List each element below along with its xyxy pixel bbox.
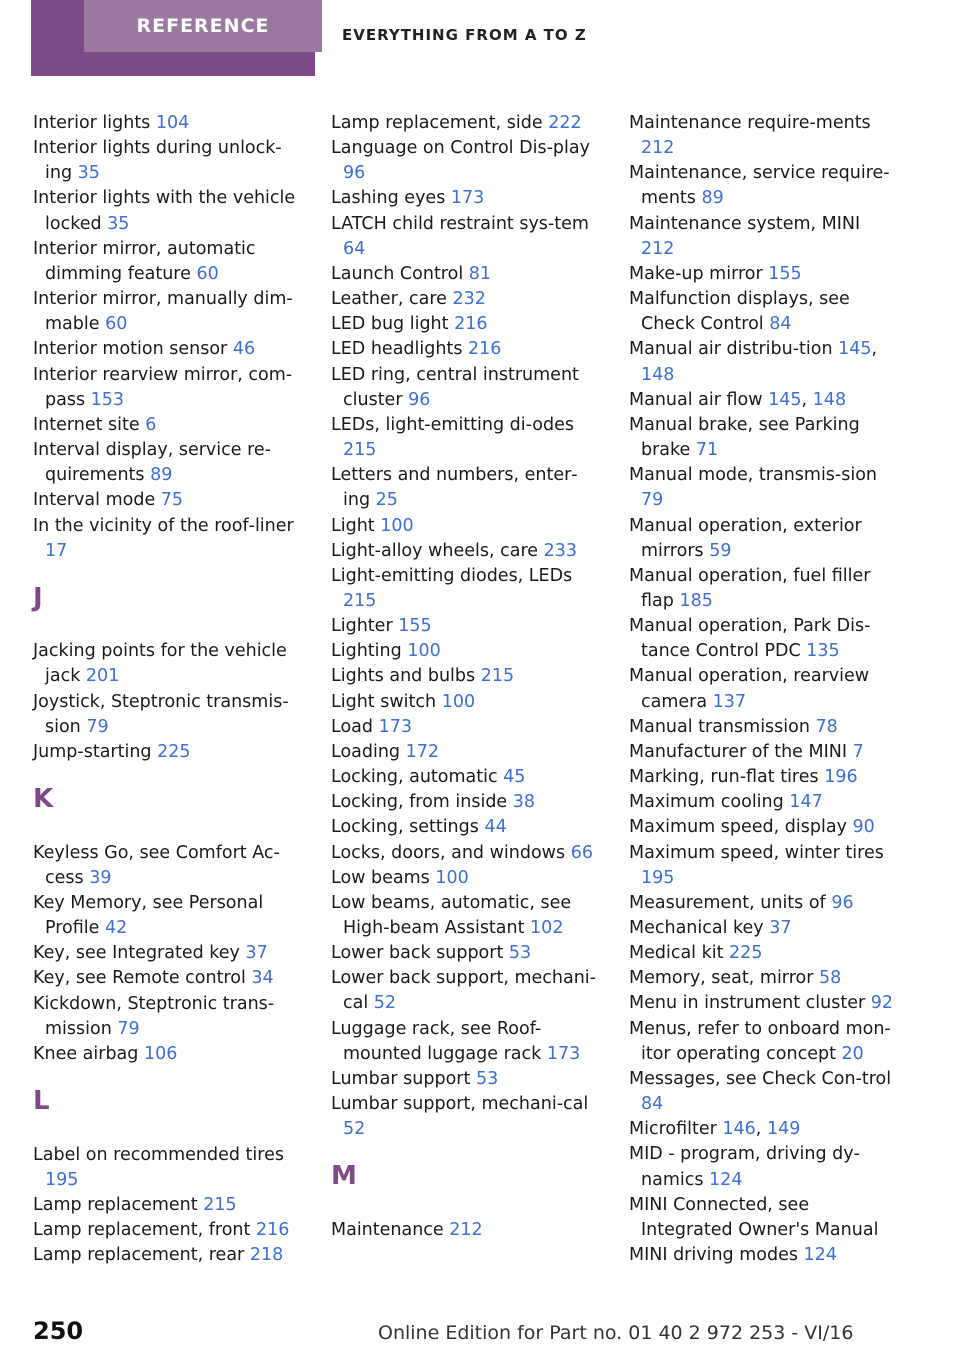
index-letter-heading: L (33, 1086, 50, 1116)
index-entry (629, 1017, 897, 1067)
page-reference-link[interactable]: 212 (449, 1219, 483, 1240)
tab-label: REFERENCE (136, 15, 270, 37)
index-entry (331, 1017, 599, 1067)
page-reference-link[interactable]: 218 (249, 1245, 284, 1266)
index-entry (33, 690, 301, 740)
index-entry-term: Light (331, 515, 375, 536)
index-entry (629, 841, 897, 891)
index-entry (331, 614, 599, 639)
page-reference-link[interactable]: 53 (508, 943, 532, 964)
page-reference-link[interactable]: 96 (343, 163, 366, 184)
index-entry-term: Manual transmission (629, 716, 810, 737)
page-reference-link[interactable]: 225 (157, 741, 191, 762)
page-reference-link[interactable]: 7 (852, 741, 864, 762)
index-entry (33, 1218, 301, 1243)
index-entry (33, 514, 301, 564)
index-entry-term: Menus, refer to onboard mon‐itor operating concept (629, 1018, 891, 1064)
page-reference-link[interactable]: 52 (373, 993, 397, 1014)
page-reference-link[interactable]: 145 (838, 339, 872, 360)
index-entry (33, 992, 301, 1042)
index-entry (331, 815, 599, 840)
page-reference-link[interactable]: 155 (768, 263, 802, 284)
page-reference-link[interactable]: 215 (203, 1194, 237, 1215)
index-entry-term: Joystick, Steptronic transmis‐sion (33, 691, 289, 737)
index-entry (629, 111, 897, 161)
index-entry (629, 991, 897, 1016)
page-number: 250 (33, 1317, 84, 1345)
index-entry-term: Locking, settings (331, 817, 479, 838)
index-entry-term: Low beams, automatic, see High-beam Assistant (331, 892, 572, 938)
page-reference-link[interactable]: 60 (105, 314, 128, 335)
page-reference-link[interactable]: 146 (722, 1119, 756, 1140)
index-entry-term: Measurement, units of (629, 892, 826, 913)
index-entry-term: Lashing eyes (331, 188, 446, 209)
page-reference-link[interactable]: 153 (90, 389, 125, 410)
page-reference-link[interactable]: 100 (380, 515, 414, 536)
index-entry (331, 1067, 599, 1092)
footer-edition: Online Edition for Part no. 01 40 2 972 253 - VI/16 (378, 1322, 854, 1344)
index-entry-term: Lighting (331, 641, 402, 662)
page-reference-link[interactable]: 79 (641, 490, 664, 511)
index-entry-term: LEDs, light-emitting di‐odes (331, 414, 574, 435)
page-reference-link[interactable]: 44 (484, 817, 507, 838)
index-entry (331, 1218, 599, 1243)
header-tab (31, 0, 315, 76)
index-entry-term: Light switch (331, 691, 437, 712)
page-reference-link[interactable]: 46 (232, 339, 256, 360)
index-entry (629, 614, 897, 664)
page-reference-link[interactable]: 124 (709, 1169, 743, 1190)
index-entry (629, 715, 897, 740)
index-entry-term: Interior mirror, manually dim‐mable (33, 289, 293, 335)
index-entry (331, 262, 599, 287)
page-reference-link[interactable]: 60 (196, 263, 219, 284)
index-entry-term: Language on Control Dis‐play (331, 138, 590, 159)
index-entry (33, 111, 301, 136)
page-reference-link[interactable]: 195 (641, 867, 675, 888)
page-reference-link[interactable]: 20 (841, 1043, 864, 1064)
index-entry-term: Manual brake, see Parking brake (629, 414, 860, 461)
page-reference-link[interactable]: 172 (405, 741, 440, 762)
index-entry (33, 1042, 301, 1067)
index-entry-term: Kickdown, Steptronic trans‐mission (33, 993, 275, 1039)
index-entry (331, 564, 599, 614)
page-reference-link[interactable]: 216 (255, 1219, 290, 1240)
index-entry-term: Luggage rack, see Roof-mounted luggage rack (331, 1018, 542, 1064)
section-title: EVERYTHING FROM A TO Z (342, 26, 587, 44)
index-entry (629, 941, 897, 966)
page-reference-link[interactable]: 196 (824, 767, 858, 788)
index-entry-term: Malfunction displays, see Check Control (629, 289, 850, 335)
page-reference-link[interactable]: 148 (812, 389, 847, 410)
index-entry (629, 740, 897, 765)
page-reference-link[interactable]: 149 (766, 1119, 801, 1140)
index-letter-heading: J (33, 582, 43, 613)
index-entry (33, 363, 301, 413)
index-entry-term: Interior rearview mirror, com‐pass (33, 364, 293, 410)
index-entry-term: Manufacturer of the MINI (629, 741, 848, 762)
index-entry (629, 1067, 897, 1117)
page-reference-link[interactable]: 37 (769, 918, 792, 938)
index-entry-term: Lamp replacement, side (331, 113, 543, 133)
index-entry (33, 136, 301, 186)
index-entry (331, 186, 599, 211)
index-column-3 (629, 111, 897, 1268)
page-reference-link[interactable]: 89 (701, 188, 724, 209)
index-entry (33, 1243, 301, 1268)
page-reference-link[interactable]: 42 (105, 918, 128, 939)
page-reference-link[interactable]: 145 (768, 389, 802, 410)
index-entry-term: Jacking points for the vehicle jack (33, 641, 287, 687)
index-entry-term: Microfilter (629, 1119, 717, 1140)
index-entry-term: Manual operation, fuel filler flap (629, 565, 871, 611)
index-entry (331, 539, 599, 564)
index-entry-term: Lower back support (331, 943, 504, 964)
page-reference-link[interactable]: 215 (343, 590, 377, 611)
index-entry (331, 1092, 599, 1142)
index-column-1 (33, 111, 301, 1268)
page-reference-link[interactable]: 232 (452, 289, 486, 310)
page-reference-link[interactable]: 102 (530, 918, 564, 938)
index-entry (629, 891, 897, 916)
index-entry (331, 790, 599, 815)
index-entry-term: Manual operation, rearview camera (629, 666, 870, 712)
index-entry-term: Interior lights (33, 113, 151, 133)
index-entry-term: Maximum speed, winter tires (629, 842, 884, 863)
index-entry (629, 287, 897, 337)
index-entry-term: Interior lights during unlock‐ing (33, 138, 282, 184)
page-reference-link[interactable]: 173 (450, 188, 485, 209)
index-entry-term: Loading (331, 741, 401, 762)
index-entry (629, 161, 897, 211)
index-entry (33, 1143, 301, 1193)
page-reference-link[interactable]: 96 (831, 892, 854, 913)
page-reference-link[interactable]: 106 (143, 1043, 178, 1064)
index-entry (331, 841, 599, 866)
page-reference-link[interactable]: 173 (378, 716, 412, 737)
page-reference-link[interactable]: 53 (475, 1068, 499, 1089)
index-entry-term: LED ring, central instrument cluster (331, 364, 579, 410)
index-entry-term: Lights and bulbs (331, 666, 476, 687)
page-reference-link[interactable]: 124 (803, 1245, 837, 1266)
page-reference-link[interactable]: 17 (45, 540, 68, 561)
page-reference-link[interactable]: 100 (407, 641, 441, 662)
index-entry (33, 438, 301, 488)
page-reference-link[interactable]: 155 (398, 616, 432, 637)
index-entry-term: Lower back support, mechani‐cal (331, 968, 596, 1014)
index-entry (629, 564, 897, 614)
page-reference-link[interactable]: 225 (729, 943, 763, 964)
index-entry-term: Lamp replacement (33, 1194, 198, 1215)
index-entry-term: LED bug light (331, 314, 449, 335)
index-entry (33, 966, 301, 991)
index-entry-term: Knee airbag (33, 1043, 139, 1064)
index-entry-term: Keyless Go, see Comfort Ac‐cess (33, 842, 280, 888)
index-entry (629, 262, 897, 287)
index-entry-term: In the vicinity of the roof‐liner (33, 515, 294, 536)
page-reference-link[interactable]: 92 (870, 993, 894, 1014)
index-entry-term: Menu in instrument cluster (629, 993, 866, 1014)
index-entry-term: Leather, care (331, 289, 447, 310)
page-reference-link[interactable]: 195 (45, 1169, 79, 1190)
page-reference-link[interactable]: 96 (408, 389, 431, 410)
index-entry-term: Light-emitting diodes, LEDs (331, 565, 573, 586)
index-entry-term: Locks, doors, and windows (331, 842, 566, 863)
index-entry-term: Manual operation, exterior mirrors (629, 515, 862, 561)
page-reference-link[interactable]: 35 (77, 163, 100, 184)
page-reference-link[interactable]: 185 (679, 590, 713, 611)
index-entry-term: Internet site (33, 414, 140, 435)
index-entry (629, 790, 897, 815)
page-reference-link[interactable]: 25 (375, 490, 398, 511)
page-reference-link[interactable]: 45 (503, 767, 526, 788)
index-column-2 (331, 111, 599, 1243)
index-entry-term: Key, see Remote control (33, 968, 246, 989)
index-entry (629, 413, 897, 463)
index-entry (331, 891, 599, 941)
index-entry-term: Maintenance require‐ments (629, 113, 871, 133)
index-entry (629, 1193, 897, 1243)
page-reference-link[interactable]: 222 (548, 113, 582, 133)
index-entry-term: Jump-starting (33, 741, 152, 762)
index-entry (33, 413, 301, 438)
index-entry-term: Key Memory, see Personal Profile (33, 892, 264, 939)
index-entry (629, 765, 897, 790)
index-entry-term: Load (331, 716, 373, 737)
index-entry-term: MINI driving modes (629, 1245, 798, 1266)
index-entry (629, 916, 897, 941)
index-entry (331, 287, 599, 312)
index-entry-term: Mechanical key (629, 918, 764, 938)
index-letter-heading: M (331, 1161, 357, 1192)
index-entry-term: Make-up mirror (629, 263, 763, 284)
index-entry-term: LATCH child restraint sys‐tem (331, 213, 589, 234)
index-entry-term: Medical kit (629, 943, 724, 964)
page-reference-link[interactable]: 137 (712, 691, 747, 712)
page-reference-link[interactable]: 212 (641, 238, 675, 259)
index-entry-term: Locking, from inside (331, 792, 508, 813)
index-entry-term: Maintenance, service require‐ments (629, 163, 890, 209)
page-reference-link[interactable]: 38 (512, 792, 536, 813)
index-entry (331, 413, 599, 463)
index-entry (33, 1193, 301, 1218)
page-reference-link[interactable]: 215 (343, 440, 377, 461)
index-entry: Manual air flow 145, 148 (629, 389, 847, 410)
page-reference-link[interactable]: 100 (441, 691, 476, 712)
index-entry-term: Manual air distribu‐tion (629, 339, 833, 360)
index-entry-term: Lumbar support (331, 1068, 471, 1089)
page-reference-link[interactable]: 71 (695, 440, 719, 461)
page-reference-link[interactable]: 35 (107, 213, 130, 234)
index-entry (331, 966, 599, 1016)
index-entry (331, 765, 599, 790)
page-reference-link[interactable]: 84 (641, 1094, 664, 1115)
page-reference-link[interactable]: 58 (818, 968, 842, 989)
index-entry-term: Interval mode (33, 490, 156, 511)
page-reference-link[interactable]: 90 (852, 817, 875, 838)
index-entry (33, 841, 301, 891)
page-reference-link[interactable]: 79 (117, 1018, 140, 1039)
index-entry-term: Interior lights with the vehicle locked (33, 188, 296, 234)
index-entry-term: Maintenance (331, 1219, 444, 1240)
page-reference-link[interactable]: 100 (435, 867, 469, 888)
page-reference-link[interactable]: 173 (546, 1043, 581, 1064)
index-entry (33, 639, 301, 689)
index-entry (331, 212, 599, 262)
index-entry: Microfilter 146, 149 (629, 1119, 801, 1140)
index-entry-term: Maximum speed, display (629, 817, 847, 838)
index-entry (331, 136, 599, 186)
page-reference-link[interactable]: 34 (251, 968, 274, 989)
index-entry-term: Marking, run-flat tires (629, 767, 819, 788)
index-entry-term: Lighter (331, 616, 393, 637)
index-entry (629, 1142, 897, 1192)
page-reference-link[interactable]: 201 (85, 666, 120, 687)
index-entry (331, 111, 599, 136)
page-reference-link[interactable]: 216 (454, 314, 488, 335)
index-entry (331, 363, 599, 413)
index-entry-term: Lamp replacement, front (33, 1219, 251, 1240)
index-entry-term: Manual mode, transmis‐sion (629, 465, 878, 486)
index-entry-term: Interior mirror, automatic dimming feature (33, 238, 256, 284)
page-reference-link[interactable]: 135 (806, 641, 840, 662)
index-entry (331, 664, 599, 689)
index-entry-term: Lumbar support, mechani‐cal (331, 1094, 589, 1115)
page-reference-link[interactable]: 39 (89, 867, 112, 888)
index-entry (629, 463, 897, 513)
index-entry (629, 212, 897, 262)
index-entry-term: Light-alloy wheels, care (331, 540, 539, 561)
index-entry-term: Messages, see Check Con‐trol (629, 1068, 892, 1089)
index-entry (33, 186, 301, 236)
index-entry-term: Lamp replacement, rear (33, 1245, 245, 1266)
page-reference-link[interactable]: 6 (145, 414, 157, 435)
index-entry (331, 514, 599, 539)
index-entry-term: MINI Connected, see Integrated Owner's Manual (629, 1194, 879, 1240)
header-tab-inner (84, 0, 322, 52)
index-entry-term: Locking, automatic (331, 767, 498, 788)
index-entry-term: Launch Control (331, 263, 464, 284)
index-entry (331, 941, 599, 966)
page-reference-link[interactable]: 216 (468, 339, 502, 360)
index-letter-heading: K (33, 784, 54, 815)
page-reference-link[interactable]: 215 (480, 666, 515, 687)
page-reference-link[interactable]: 64 (343, 238, 366, 259)
index-entry: Manual air distribu‐tion 145, 148 (629, 339, 878, 385)
index-entry-term: Maximum cooling (629, 792, 784, 813)
index-entry (33, 337, 301, 362)
index-entry (33, 891, 301, 941)
index-entry (629, 664, 897, 714)
page-reference-link[interactable]: 84 (769, 314, 792, 335)
page-reference-link[interactable]: 66 (570, 842, 593, 863)
index-entry-term: Memory, seat, mirror (629, 968, 814, 989)
index-entry (33, 488, 301, 513)
index-entry-term: LED headlights (331, 339, 463, 360)
index-entry (629, 815, 897, 840)
page-reference-link[interactable]: 78 (815, 716, 838, 737)
index-entry (629, 966, 897, 991)
index-entry (331, 690, 599, 715)
index-entry (331, 312, 599, 337)
index-entry-term: Interval display, service re‐quirements (33, 440, 271, 486)
index-entry-term: Key, see Integrated key (33, 943, 240, 964)
index-entry (331, 740, 599, 765)
page-reference-link[interactable]: 147 (789, 792, 823, 813)
index-entry (331, 866, 599, 891)
page-reference-link[interactable]: 52 (343, 1119, 366, 1140)
index-entry-term: Maintenance system, MINI (629, 213, 861, 234)
index-entry-term: Letters and numbers, enter‐ing (331, 465, 578, 511)
page-reference-link[interactable]: 89 (150, 465, 173, 486)
page-reference-link[interactable]: 75 (160, 490, 184, 511)
index-entry (331, 715, 599, 740)
index-entry (33, 237, 301, 287)
index-entry (331, 337, 599, 362)
page-reference-link[interactable]: 212 (641, 138, 675, 159)
index-entry-term: MID - program, driving dy‐namics (629, 1144, 860, 1190)
index-entry (629, 1243, 897, 1268)
page-reference-link[interactable]: 233 (543, 540, 578, 561)
index-entry-term: Manual air flow (629, 389, 763, 410)
page-reference-link[interactable]: 81 (468, 263, 492, 284)
index-entry-term: Label on recommended tires (33, 1144, 284, 1165)
index-entry (33, 740, 301, 765)
index-entry (629, 514, 897, 564)
page-reference-link[interactable]: 148 (641, 364, 675, 385)
page-reference-link[interactable]: 59 (709, 540, 732, 561)
index-entry (331, 463, 599, 513)
index-entry (33, 287, 301, 337)
index-entry (33, 941, 301, 966)
page-reference-link[interactable]: 37 (245, 943, 268, 964)
index-entry-term: Manual operation, Park Dis‐tance Control PDC (629, 616, 871, 662)
index-entry (331, 639, 599, 664)
index-entry-term: Low beams (331, 867, 430, 888)
page-reference-link[interactable]: 79 (86, 716, 109, 737)
page-reference-link[interactable]: 104 (155, 113, 190, 133)
index-entry-term: Interior motion sensor (33, 339, 228, 360)
